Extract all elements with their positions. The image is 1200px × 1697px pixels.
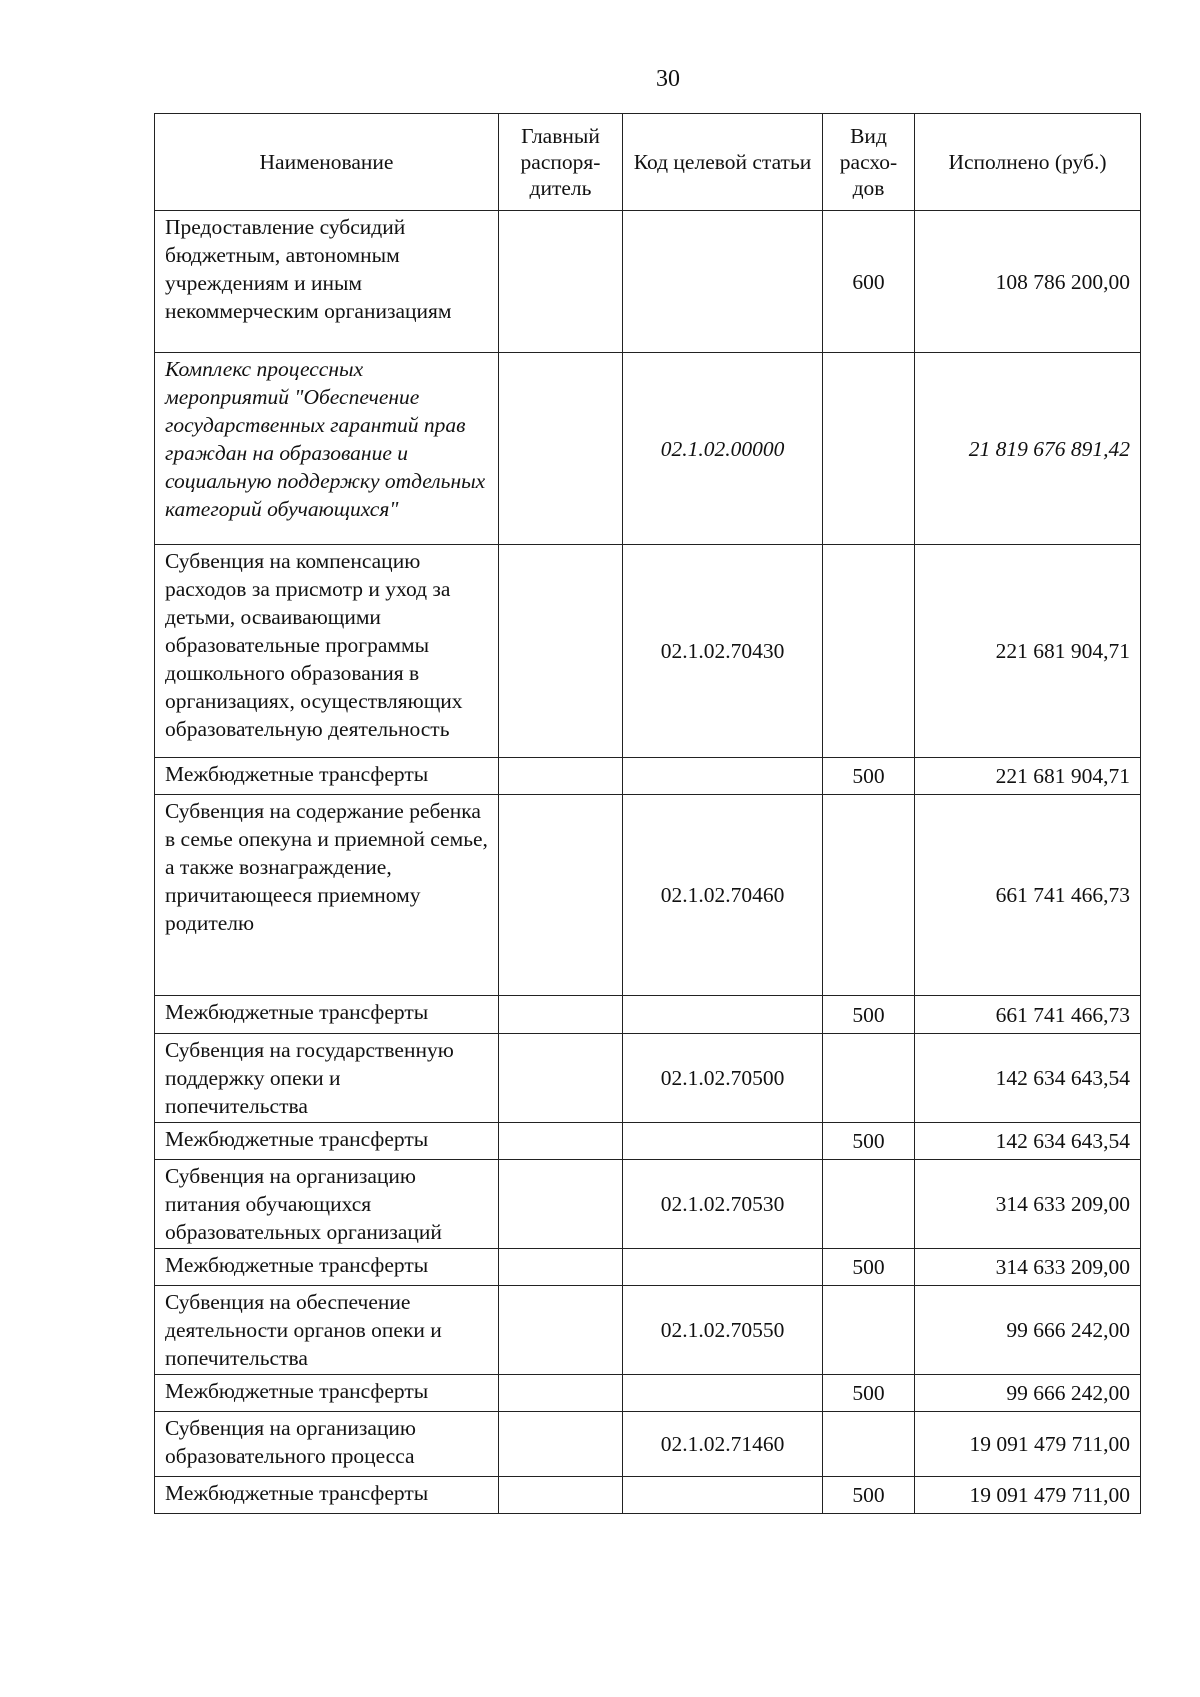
row-name-cell: Субвенция на содержание ребенка в семье опекуна и приемной семье, а также вознаграждение, причитающееся приемному родителю [155, 795, 499, 996]
row-manager-cell [499, 1160, 623, 1249]
row-kind-cell: 600 [823, 211, 915, 353]
row-kind-cell: 500 [823, 758, 915, 795]
row-kind-cell: 500 [823, 1123, 915, 1160]
page-number: 30 [656, 66, 680, 92]
table-row [155, 1412, 1141, 1477]
row-manager-cell [499, 545, 623, 758]
table-header-row [155, 114, 1141, 211]
row-amount-cell: 108 786 200,00 [915, 211, 1141, 353]
row-code-cell [623, 996, 823, 1034]
header-amount: Исполнено (руб.) [915, 114, 1141, 211]
row-amount-cell: 314 633 209,00 [915, 1249, 1141, 1286]
table-row [155, 211, 1141, 353]
row-code-cell: 02.1.02.70530 [623, 1160, 823, 1249]
table-row [155, 353, 1141, 545]
table-row [155, 795, 1141, 996]
row-manager-cell [499, 1412, 623, 1477]
row-amount-cell: 99 666 242,00 [915, 1286, 1141, 1375]
row-name-cell: Межбюджетные трансферты [155, 1375, 499, 1412]
table-row [155, 996, 1141, 1034]
row-name-cell: Субвенция на государственную поддержку опеки и попечительства [155, 1034, 499, 1123]
row-amount-cell: 221 681 904,71 [915, 758, 1141, 795]
row-name-cell: Межбюджетные трансферты [155, 758, 499, 795]
row-code-cell [623, 758, 823, 795]
row-name-cell: Субвенция на обеспечение деятельности органов опеки и попечительства [155, 1286, 499, 1375]
row-name-cell: Субвенция на компенсацию расходов за присмотр и уход за детьми, осваивающими образовательные программы дошкольного образования в организациях, осуществляющих образовательную деятельность [155, 545, 499, 758]
row-kind-cell [823, 1034, 915, 1123]
row-amount-cell: 19 091 479 711,00 [915, 1477, 1141, 1514]
table-row [155, 1034, 1141, 1123]
row-code-cell [623, 1477, 823, 1514]
row-amount-cell: 99 666 242,00 [915, 1375, 1141, 1412]
header-manager: Главный распоря-дитель [499, 114, 623, 211]
table-body [155, 211, 1141, 1514]
row-code-cell [623, 1123, 823, 1160]
row-manager-cell [499, 353, 623, 545]
row-code-cell: 02.1.02.70430 [623, 545, 823, 758]
row-name-cell: Межбюджетные трансферты [155, 1249, 499, 1286]
row-kind-cell: 500 [823, 996, 915, 1034]
row-code-cell [623, 1249, 823, 1286]
table-row [155, 1477, 1141, 1514]
row-amount-cell: 314 633 209,00 [915, 1160, 1141, 1249]
row-manager-cell [499, 758, 623, 795]
row-manager-cell [499, 1477, 623, 1514]
table-row [155, 758, 1141, 795]
row-amount-cell: 661 741 466,73 [915, 996, 1141, 1034]
table-row [155, 1286, 1141, 1375]
row-code-cell [623, 1375, 823, 1412]
row-amount-cell: 21 819 676 891,42 [915, 353, 1141, 545]
row-manager-cell [499, 1123, 623, 1160]
row-name-cell: Межбюджетные трансферты [155, 996, 499, 1034]
row-kind-cell: 500 [823, 1477, 915, 1514]
budget-execution-table [154, 113, 1141, 1514]
row-amount-cell: 142 634 643,54 [915, 1034, 1141, 1123]
row-amount-cell: 661 741 466,73 [915, 795, 1141, 996]
table-row [155, 1160, 1141, 1249]
row-manager-cell [499, 795, 623, 996]
row-name-cell: Межбюджетные трансферты [155, 1123, 499, 1160]
row-kind-cell [823, 353, 915, 545]
row-kind-cell [823, 795, 915, 996]
row-code-cell: 02.1.02.70460 [623, 795, 823, 996]
row-name-cell: Комплекс процессных мероприятий "Обеспечение государственных гарантий прав граждан на образование и социальную поддержку отдельных категорий обучающихся" [155, 353, 499, 545]
table-row [155, 1249, 1141, 1286]
header-name: Наименование [155, 114, 499, 211]
row-manager-cell [499, 1286, 623, 1375]
row-manager-cell [499, 1249, 623, 1286]
row-code-cell: 02.1.02.71460 [623, 1412, 823, 1477]
row-manager-cell [499, 1375, 623, 1412]
row-name-cell: Межбюджетные трансферты [155, 1477, 499, 1514]
row-kind-cell: 500 [823, 1375, 915, 1412]
row-amount-cell: 142 634 643,54 [915, 1123, 1141, 1160]
row-amount-cell: 19 091 479 711,00 [915, 1412, 1141, 1477]
row-kind-cell [823, 1412, 915, 1477]
table-row [155, 545, 1141, 758]
header-code: Код целевой статьи [623, 114, 823, 211]
row-code-cell [623, 211, 823, 353]
row-manager-cell [499, 996, 623, 1034]
row-kind-cell: 500 [823, 1249, 915, 1286]
row-kind-cell [823, 1286, 915, 1375]
row-name-cell: Субвенция на организацию питания обучающихся образовательных организаций [155, 1160, 499, 1249]
row-kind-cell [823, 1160, 915, 1249]
row-code-cell: 02.1.02.00000 [623, 353, 823, 545]
row-name-cell: Предоставление субсидий бюджетным, автономным учреждениям и иным некоммерческим организациям [155, 211, 499, 353]
table-row [155, 1123, 1141, 1160]
table-row [155, 1375, 1141, 1412]
row-amount-cell: 221 681 904,71 [915, 545, 1141, 758]
row-manager-cell [499, 1034, 623, 1123]
row-code-cell: 02.1.02.70550 [623, 1286, 823, 1375]
row-manager-cell [499, 211, 623, 353]
header-kind: Вид расхо-дов [823, 114, 915, 211]
row-kind-cell [823, 545, 915, 758]
row-name-cell: Субвенция на организацию образовательного процесса [155, 1412, 499, 1477]
row-code-cell: 02.1.02.70500 [623, 1034, 823, 1123]
